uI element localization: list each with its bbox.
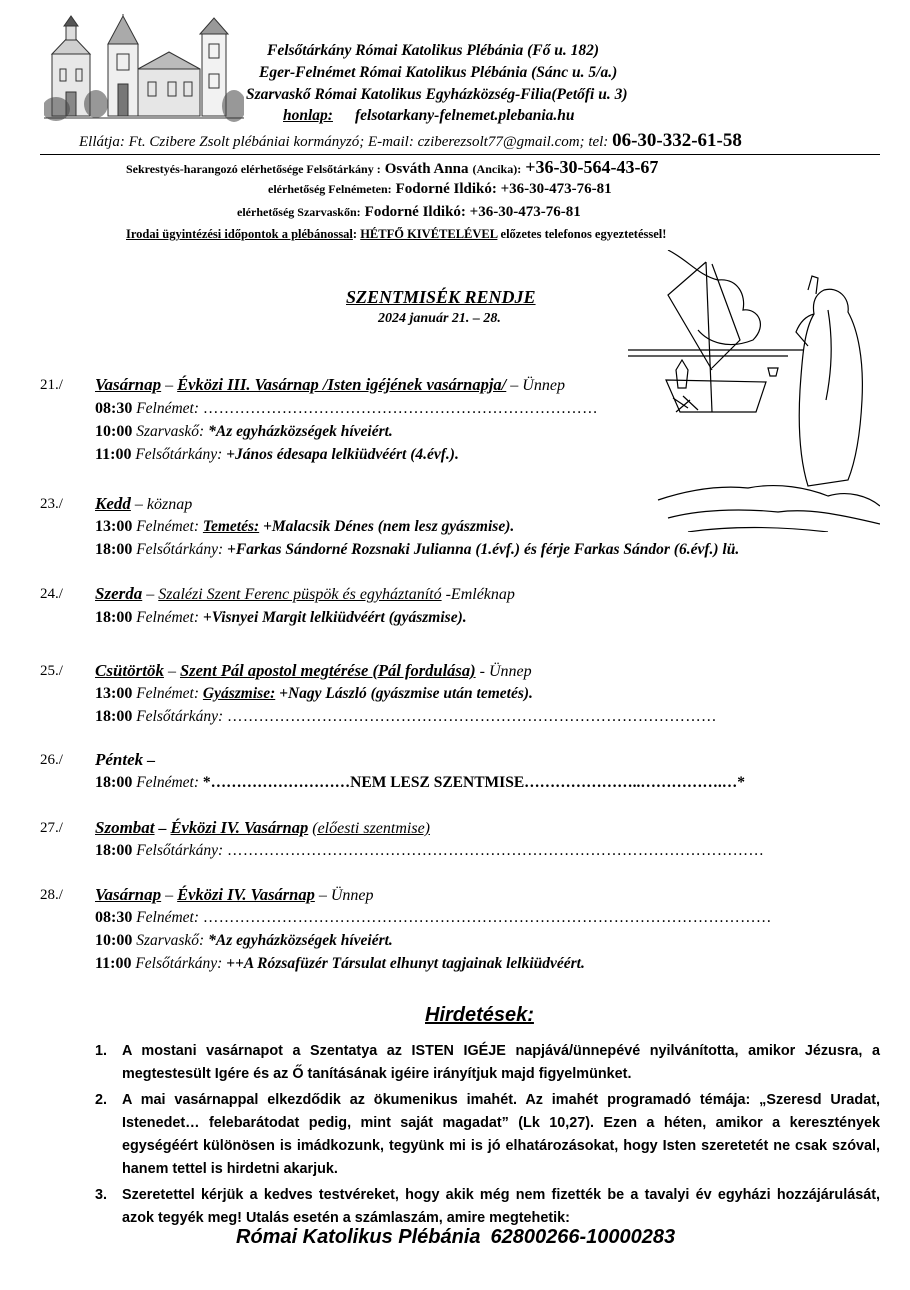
szarvasko-contact-label: elérhetőség Szarvaskőn: xyxy=(237,205,361,219)
day-heading: Kedd – köznap xyxy=(95,494,193,513)
schedule-title: SZENTMISÉK RENDJE xyxy=(346,287,536,307)
sacristan-name: Osváth Anna xyxy=(384,161,469,177)
day-number: 25./ xyxy=(40,663,63,679)
office-hours-rest: előzetes telefonos egyeztetéssel! xyxy=(497,227,667,241)
mass-line xyxy=(95,446,459,464)
mass-time: 18:00 xyxy=(95,609,133,626)
mass-intention: +Nagy László (gyászmise után temetés). xyxy=(279,685,533,702)
day-name: Szombat xyxy=(95,818,155,837)
tel-label: tel: xyxy=(588,134,609,150)
feast-rank: -Emléknap xyxy=(445,586,515,603)
mass-line xyxy=(95,609,467,627)
mass-intention-empty: ………………………………………………………………………………… xyxy=(227,708,717,725)
mass-time: 13:00 xyxy=(95,685,133,702)
church-illustration xyxy=(44,14,244,126)
office-hours-colon: : xyxy=(352,227,358,241)
mass-time: 18:00 xyxy=(95,541,133,558)
mass-line xyxy=(95,518,514,536)
mass-intention: *Az egyházközségek híveiért. xyxy=(208,423,393,440)
day-heading: Szerda – Szalézi Szent Ferenc püspök és egyháztanító -Emléknap xyxy=(95,584,515,603)
mass-line xyxy=(95,708,717,726)
day-heading: Vasárnap – Évközi IV. Vasárnap – Ünnep xyxy=(95,885,374,904)
feast-name: Szent Pál apostol megtérése (Pál fordulása) xyxy=(179,661,476,680)
mass-intention: +János édesapa lelkiüdvéért (4.évf.). xyxy=(226,446,459,463)
day-name: Szerda xyxy=(95,584,143,603)
sacristan-contact xyxy=(126,157,658,178)
feast-rank: Ünnep xyxy=(330,887,374,904)
day-heading: Szombat – Évközi IV. Vasárnap (előesti szentmise) xyxy=(95,818,430,837)
mass-time: 10:00 xyxy=(95,932,133,949)
account-number: 62800266-10000283 xyxy=(490,1226,676,1248)
mass-location: Felnémet: xyxy=(136,400,200,417)
day-heading: Csütörtök – Szent Pál apostol megtérése (Pál fordulása) - Ünnep xyxy=(95,661,532,680)
day-name: Péntek xyxy=(95,750,144,769)
mass-location: Felsőtárkány: xyxy=(136,708,224,725)
mass-location: Szarvaskő: xyxy=(136,932,205,949)
announcement-text: A mai vasárnappal elkezdődik az ökumenikus imahét. Az imahét programadó témája: „Szeresd Uradat, Istenedet… felebarátodat pedig, mint saját magadat” (Lk 10,27). Ezen a héten, amikor a keresztények egységéért különösen is imádkozunk, tegyünk mi is jó elhatározásokat, hogy Isten szeretetét ne csak szóval, hanem tettel is hirdetni akarjuk. xyxy=(122,1092,880,1177)
announcement-item xyxy=(95,1089,880,1181)
parish-line-felsotarkany: Felsőtárkány Római Katolikus Plébánia (Fő u. 182) xyxy=(267,42,599,59)
mass-location: Felsőtárkány: xyxy=(135,446,223,463)
parish-line-szarvasko: Szarvaskő Római Katolikus Egyházközség-Filia(Petőfi u. 3) xyxy=(246,86,628,103)
mass-location: Felsőtárkány: xyxy=(136,842,224,859)
mass-line xyxy=(95,955,585,973)
homepage-label: honlap: xyxy=(283,107,333,124)
mass-time: 08:30 xyxy=(95,400,133,417)
mass-line xyxy=(95,842,764,860)
mass-line xyxy=(95,400,598,418)
day-number: 21./ xyxy=(40,377,63,393)
mass-location: Felnémet: xyxy=(136,909,200,926)
day-name: Vasárnap xyxy=(95,375,162,394)
mass-intention-empty: ………………………………………………………………………………………… xyxy=(227,842,765,859)
jesus-by-sea-illustration xyxy=(628,250,880,532)
mass-location: Felsőtárkány: xyxy=(135,955,223,972)
felnemet-contact xyxy=(268,180,612,198)
announcement-text: Szeretettel kérjük a kedves testvéreket, hogy akik még nem fizették be a tavalyi év egyházi hozzájárulását, azok tegyék meg! Utalás esetén a számlaszám, amire megtehetik: xyxy=(122,1187,880,1226)
feast-name: Évközi IV. Vasárnap xyxy=(177,885,315,904)
sacristan-nick: (Ancika): xyxy=(472,162,522,176)
mass-line xyxy=(95,423,393,441)
day-name: Kedd xyxy=(95,494,131,513)
feast-rank: (előesti szentmise) xyxy=(312,820,430,837)
account-holder: Római Katolikus Plébánia xyxy=(236,1226,481,1248)
mass-time: 18:00 xyxy=(95,708,133,725)
mass-location: Szarvaskő: xyxy=(136,423,205,440)
email-link[interactable]: cziberezsolt77@gmail.com; xyxy=(417,134,585,150)
office-hours-note xyxy=(126,227,666,242)
day-number: 26./ xyxy=(40,752,63,768)
mass-line xyxy=(95,932,393,950)
mass-time: 13:00 xyxy=(95,518,133,535)
mass-time: 18:00 xyxy=(95,842,133,859)
homepage-line xyxy=(283,107,575,125)
day-name: Csütörtök xyxy=(95,661,164,680)
parish-line-felnemet: Eger-Felnémet Római Katolikus Plébánia (Sánc u. 5/a.) xyxy=(259,64,618,81)
schedule-dates: 2024 január 21. – 28. xyxy=(378,311,501,326)
no-mass-notice: *………………………NEM LESZ SZENTMISE…………………..…………….…* xyxy=(202,774,746,791)
mass-location: Felnémet: xyxy=(136,518,200,535)
header-divider xyxy=(40,154,880,155)
announcement-number: 1. xyxy=(95,1043,108,1059)
feast-name: Évközi IV. Vasárnap xyxy=(170,818,309,837)
announcement-number: 3. xyxy=(95,1187,108,1203)
mass-intention: *Az egyházközségek híveiért. xyxy=(208,932,393,949)
office-hours-label: Irodai ügyintézési időpontok a plébánossal xyxy=(126,227,353,241)
mass-intention: ++A Rózsafüzér Társulat elhunyt tagjainak lelkiüdvéért. xyxy=(226,955,585,972)
mass-time: 10:00 xyxy=(95,423,133,440)
mass-type: Temetés: xyxy=(202,518,260,535)
feast-name: köznap xyxy=(146,496,193,513)
mass-location: Felnémet: xyxy=(136,609,200,626)
mass-intention-empty: ……………………………………………………………………………………………… xyxy=(202,909,772,926)
mass-line xyxy=(95,909,772,927)
szarvasko-contact xyxy=(237,203,581,221)
feast-rank: - Ünnep xyxy=(479,663,532,680)
mass-time: 11:00 xyxy=(95,955,132,972)
mass-line xyxy=(95,774,745,792)
feast-rank: Ünnep xyxy=(522,377,565,394)
felnemet-contact-value: Fodorné Ildikó: +36-30-473-76-81 xyxy=(395,181,612,197)
bank-account-line xyxy=(236,1226,675,1249)
day-name: Vasárnap xyxy=(95,885,162,904)
felnemet-contact-label: elérhetőség Felnémeten: xyxy=(268,182,392,196)
announcements-title: Hirdetések: xyxy=(425,1004,534,1026)
priest-contact-prefix: Ellátja: Ft. Czibere Zsolt plébániai kormányzó; E-mail: xyxy=(79,134,414,150)
homepage-link[interactable]: felsotarkany-felnemet.plebania.hu xyxy=(354,107,575,124)
feast-name: Évközi III. Vasárnap /Isten igéjének vasárnapja/ xyxy=(177,375,507,394)
mass-line xyxy=(95,685,533,703)
announcement-number: 2. xyxy=(95,1092,108,1108)
announcements-list xyxy=(95,1040,880,1233)
mass-location: Felnémet: xyxy=(136,685,200,702)
priest-phone: 06-30-332-61-58 xyxy=(612,130,742,151)
mass-location: Felsőtárkány: xyxy=(136,541,224,558)
mass-time: 08:30 xyxy=(95,909,133,926)
mass-time: 18:00 xyxy=(95,774,133,791)
day-number: 28./ xyxy=(40,887,63,903)
day-heading: Péntek – xyxy=(95,750,156,769)
mass-intention: +Farkas Sándorné Rozsnaki Julianna (1.évf.) és férje Farkas Sándor (6.évf.) lü. xyxy=(227,541,740,558)
mass-intention: +Visnyei Margit lelkiüdvéért (gyászmise). xyxy=(202,609,467,626)
szarvasko-contact-value: Fodorné Ildikó: +36-30-473-76-81 xyxy=(364,204,581,220)
announcement-item xyxy=(95,1040,880,1086)
day-heading: Vasárnap – Évközi III. Vasárnap /Isten igéjének vasárnapja/ – Ünnep xyxy=(95,375,565,394)
priest-contact-line xyxy=(79,130,742,152)
sacristan-label: Sekrestyés-harangozó elérhetősége Felsőtárkány : xyxy=(126,162,381,176)
mass-intention-empty: ………………………………………………………………… xyxy=(202,400,598,417)
mass-line xyxy=(95,541,739,559)
announcement-item xyxy=(95,1184,880,1230)
announcement-text: A mostani vasárnapot a Szentatya az ISTEN IGÉJE napjává/ünnepévé nyilvánította, amikor Jézusra, a megtestesült Igére és az Ő tanításának igéire irányítjuk majd figyelmünket. xyxy=(122,1043,880,1082)
office-hours-except: HÉTFŐ KIVÉTELÉVEL xyxy=(360,227,498,241)
sacristan-phone: +36-30-564-43-67 xyxy=(525,157,659,177)
mass-location: Felnémet: xyxy=(136,774,200,791)
feast-name: Szalézi Szent Ferenc püspök és egyháztanító xyxy=(158,586,442,603)
day-number: 23./ xyxy=(40,496,63,512)
day-number: 27./ xyxy=(40,820,63,836)
day-number: 24./ xyxy=(40,586,63,602)
mass-intention: +Malacsik Dénes (nem lesz gyászmise). xyxy=(263,518,515,535)
mass-time: 11:00 xyxy=(95,446,132,463)
mass-type: Gyászmise: xyxy=(202,685,276,702)
